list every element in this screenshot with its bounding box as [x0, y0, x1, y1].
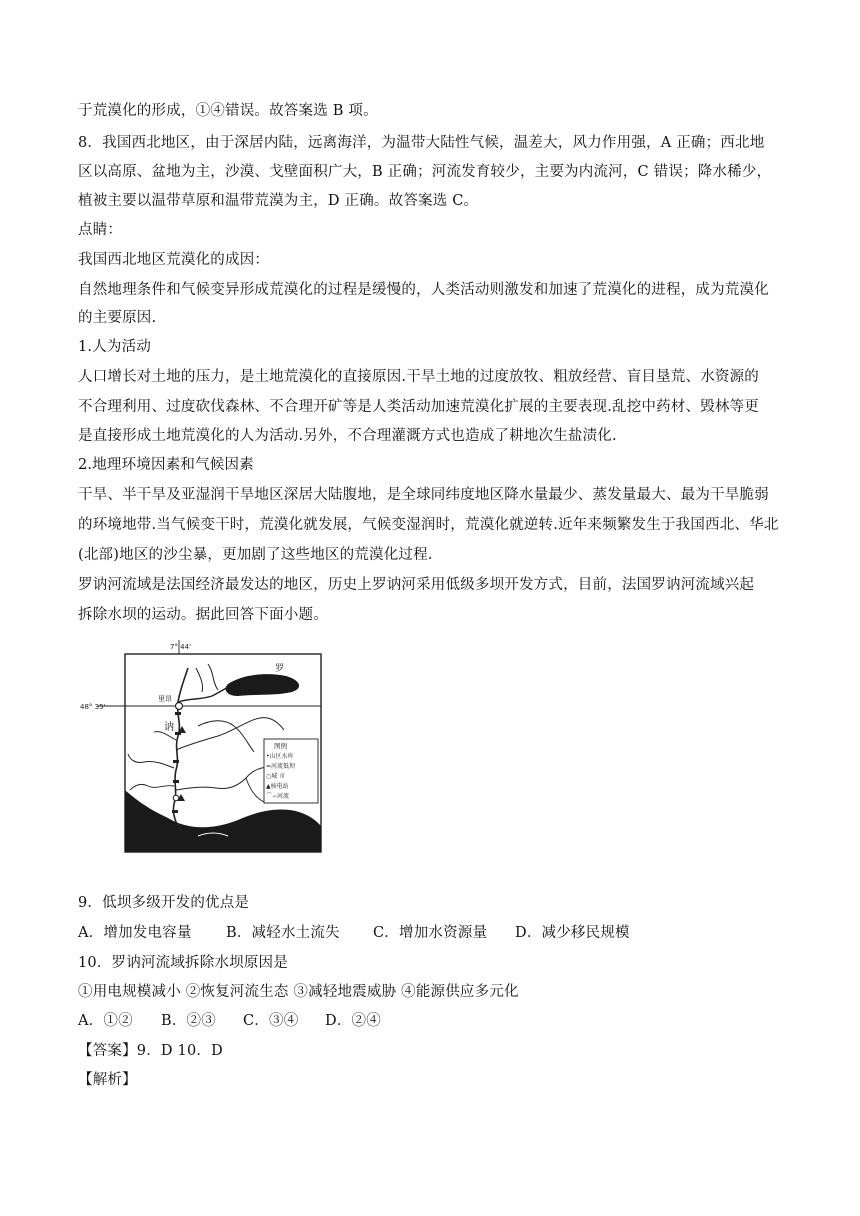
- option-d: D．②④: [325, 1013, 381, 1029]
- city-marker: [176, 703, 183, 710]
- option-c: C．增加水资源量: [373, 925, 488, 941]
- option-d: D．减少移民规模: [515, 925, 630, 941]
- legend-item: •山区水库: [266, 753, 294, 760]
- river-label-he: 河: [160, 804, 170, 815]
- analysis-heading: 【解析】: [78, 1072, 137, 1088]
- river-label-luo: 罗: [275, 664, 285, 674]
- option-a: A．①②: [78, 1013, 133, 1029]
- paragraph-line: 植被主要以温带草原和温带荒漠为主，D 正确。故答案选 C。: [78, 193, 479, 209]
- question-10-items: ①用电规模减小 ②恢复河流生态 ③减轻地震威胁 ④能源供应多元化: [78, 984, 519, 1000]
- legend-item: ⌒∽河流: [266, 793, 290, 800]
- paragraph-line: 干旱、半干旱及亚湿润干旱地区深居大陆腹地，是全球同纬度地区降水量最少、蒸发量最大、最为干旱脆弱: [78, 487, 769, 503]
- question-9-options: [78, 923, 788, 943]
- legend-item: =河流低坝: [266, 763, 296, 770]
- paragraph-line: 不合理利用、过度砍伐森林、不合理开矿等是人类活动加速荒漠化扩展的主要表现.乱挖中药材、毁林等更: [78, 399, 760, 415]
- city-label: 里昂: [158, 695, 172, 703]
- option-c: C．③④: [243, 1013, 299, 1029]
- paragraph-line: 罗讷河流域是法国经济最发达的地区，历史上罗讷河采用低级多坝开发方式，目前，法国罗讷河流域兴起: [78, 577, 755, 593]
- paragraph-line: 2.地理环境因素和气候因素: [78, 457, 254, 473]
- question-9-stem: 9．低坝多级开发的优点是: [78, 895, 250, 911]
- paragraph-line: 点睛：: [78, 222, 123, 238]
- legend-title: 图例: [274, 742, 287, 750]
- question-10-stem: 10．罗讷河流域拆除水坝原因是: [78, 955, 288, 971]
- legend-item: ○城 市: [266, 773, 286, 780]
- longitude-label: 7° 44': [170, 643, 192, 651]
- latitude-label: 48° 35': [80, 703, 106, 711]
- paragraph-line: 8．我国西北地区，由于深居内陆，远离海洋，为温带大陆性气候，温差大，风力作用强，A 正确；西北地: [78, 135, 765, 151]
- rhone-basin-map: [78, 640, 328, 856]
- paragraph-line: 人口增长对土地的压力，是土地荒漠化的直接原因.干旱土地的过度放牧、粗放经营、盲目垦荒、水资源的: [78, 369, 760, 385]
- river-label-ne: 讷: [164, 722, 174, 733]
- option-b: B．减轻水土流失: [226, 925, 340, 941]
- paragraph-line: 自然地理条件和气候变异形成荒漠化的过程是缓慢的，人类活动则激发和加速了荒漠化的进程，成为荒漠化: [78, 282, 769, 298]
- paragraph-line: 是直接形成土地荒漠化的人为活动.另外，不合理灌溉方式也造成了耕地次生盐渍化.: [78, 428, 617, 444]
- paragraph-line: 区以高原、盆地为主，沙漠、戈壁面积广大，B 正确；河流发育较少，主要为内流河，C 错误；降水稀少，: [78, 164, 772, 180]
- answer-line: 【答案】9．D 10．D: [78, 1043, 223, 1059]
- option-a: A．增加发电容量: [78, 925, 192, 941]
- paragraph-line: 于荒漠化的形成，①④错误。故答案选 B 项。: [78, 103, 378, 119]
- question-10-options: [78, 1011, 788, 1031]
- paragraph-line: (北部)地区的沙尘暴，更加剧了这些地区的荒漠化过程.: [78, 547, 433, 563]
- paragraph-line: 的主要原因.: [78, 310, 157, 326]
- paragraph-line: 1.人为活动: [78, 339, 152, 355]
- option-b: B．②③: [161, 1013, 216, 1029]
- legend-item: ▲核电站: [266, 783, 289, 790]
- paragraph-line: 我国西北地区荒漠化的成因：: [78, 252, 270, 268]
- paragraph-line: 拆除水坝的运动。据此回答下面小题。: [78, 607, 328, 623]
- paragraph-line: 的环境地带.当气候变干时，荒漠化就发展，气候变湿润时，荒漠化就逆转.近年来频繁发生于我国西北、华北: [78, 517, 779, 533]
